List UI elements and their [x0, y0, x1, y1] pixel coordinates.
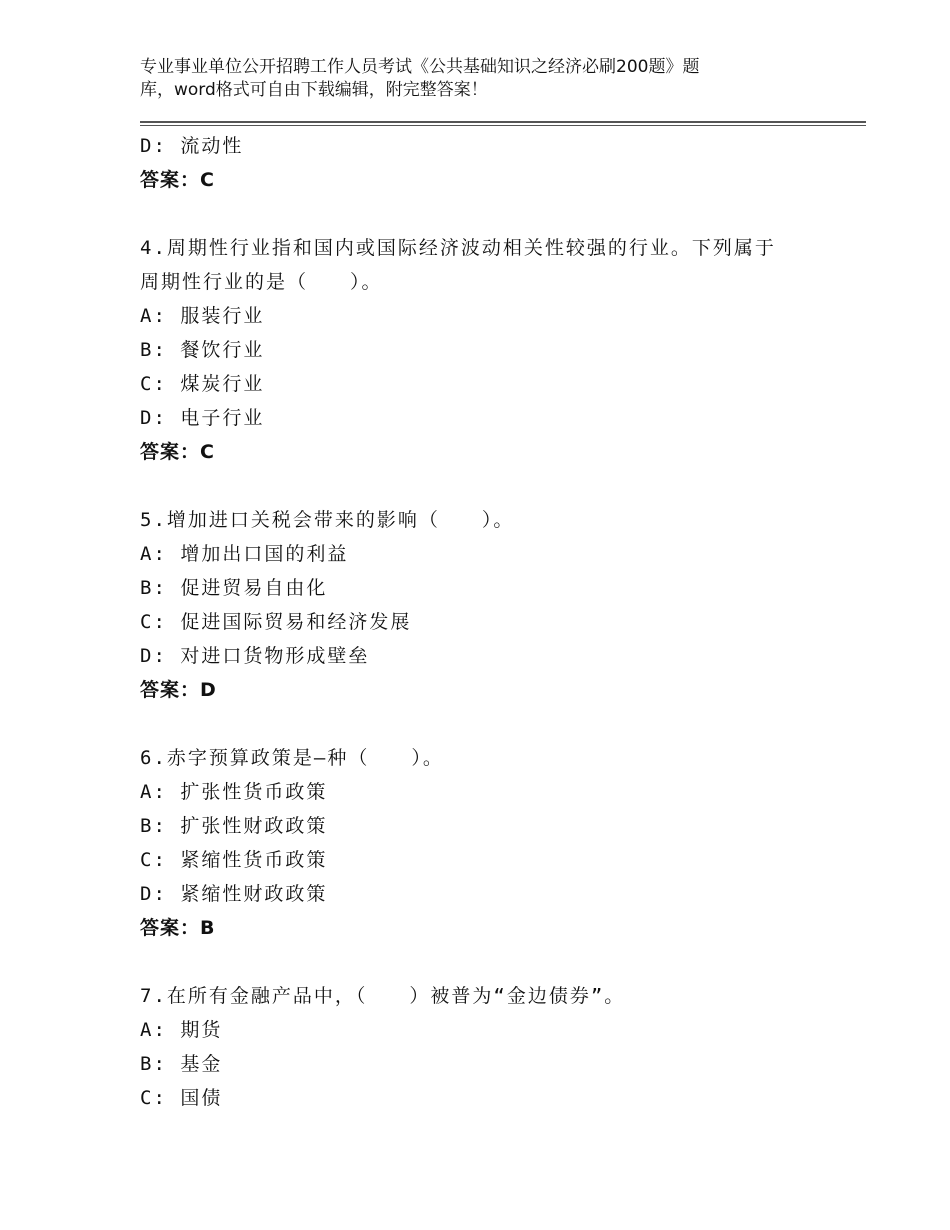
option-c: C: 煤炭行业 [140, 373, 265, 395]
question-stem: 6.赤字预算政策是—种（ ）。 [140, 747, 444, 769]
option-c: C: 紧缩性货币政策 [140, 849, 328, 871]
question-7 [140, 979, 860, 1115]
document-body [140, 129, 860, 1115]
question-5 [140, 503, 860, 707]
option-a: A: 增加出口国的利益 [140, 543, 349, 565]
option-d: D: 对进口货物形成壁垒 [140, 645, 370, 667]
question-stem: 5.增加进口关税会带来的影响（ ）。 [140, 509, 515, 531]
spacer [140, 469, 860, 503]
spacer [140, 197, 860, 231]
option-b: B: 餐饮行业 [140, 339, 265, 361]
spacer [140, 945, 860, 979]
question-stem: 4.周期性行业指和国内或国际经济波动相关性较强的行业。下列属于 [140, 237, 776, 259]
answer-line: 答案：B [140, 917, 216, 939]
answer-line: 答案：C [140, 169, 215, 191]
option-c: C: 国债 [140, 1087, 223, 1109]
answer-line: 答案：C [140, 441, 215, 463]
question-stem: 7.在所有金融产品中，（ ）被普为“金边债券”。 [140, 985, 626, 1007]
document-header [140, 56, 820, 102]
option-d: D: 电子行业 [140, 407, 265, 429]
answer-line: 答案：D [140, 679, 217, 701]
option-b: B: 基金 [140, 1053, 223, 1075]
option-b: B: 促进贸易自由化 [140, 577, 328, 599]
option-d: D: 流动性 [140, 135, 244, 157]
option-a: A: 扩张性货币政策 [140, 781, 328, 803]
option-a: A: 期货 [140, 1019, 223, 1041]
question-6 [140, 741, 860, 945]
header-title-line-2: 库，word格式可自由下载编辑，附完整答案！ [140, 80, 488, 100]
option-b: B: 扩张性财政政策 [140, 815, 328, 837]
option-c: C: 促进国际贸易和经济发展 [140, 611, 412, 633]
header-title-line-1: 专业事业单位公开招聘工作人员考试《公共基础知识之经济必刷200题》题 [140, 57, 700, 77]
option-a: A: 服装行业 [140, 305, 265, 327]
spacer [140, 707, 860, 741]
header-divider-thick [140, 121, 866, 123]
option-d: D: 紧缩性财政政策 [140, 883, 328, 905]
question-stem-continued: 周期性行业的是（ ）。 [140, 271, 383, 293]
question-4 [140, 231, 860, 469]
header-divider-thin [140, 125, 866, 126]
